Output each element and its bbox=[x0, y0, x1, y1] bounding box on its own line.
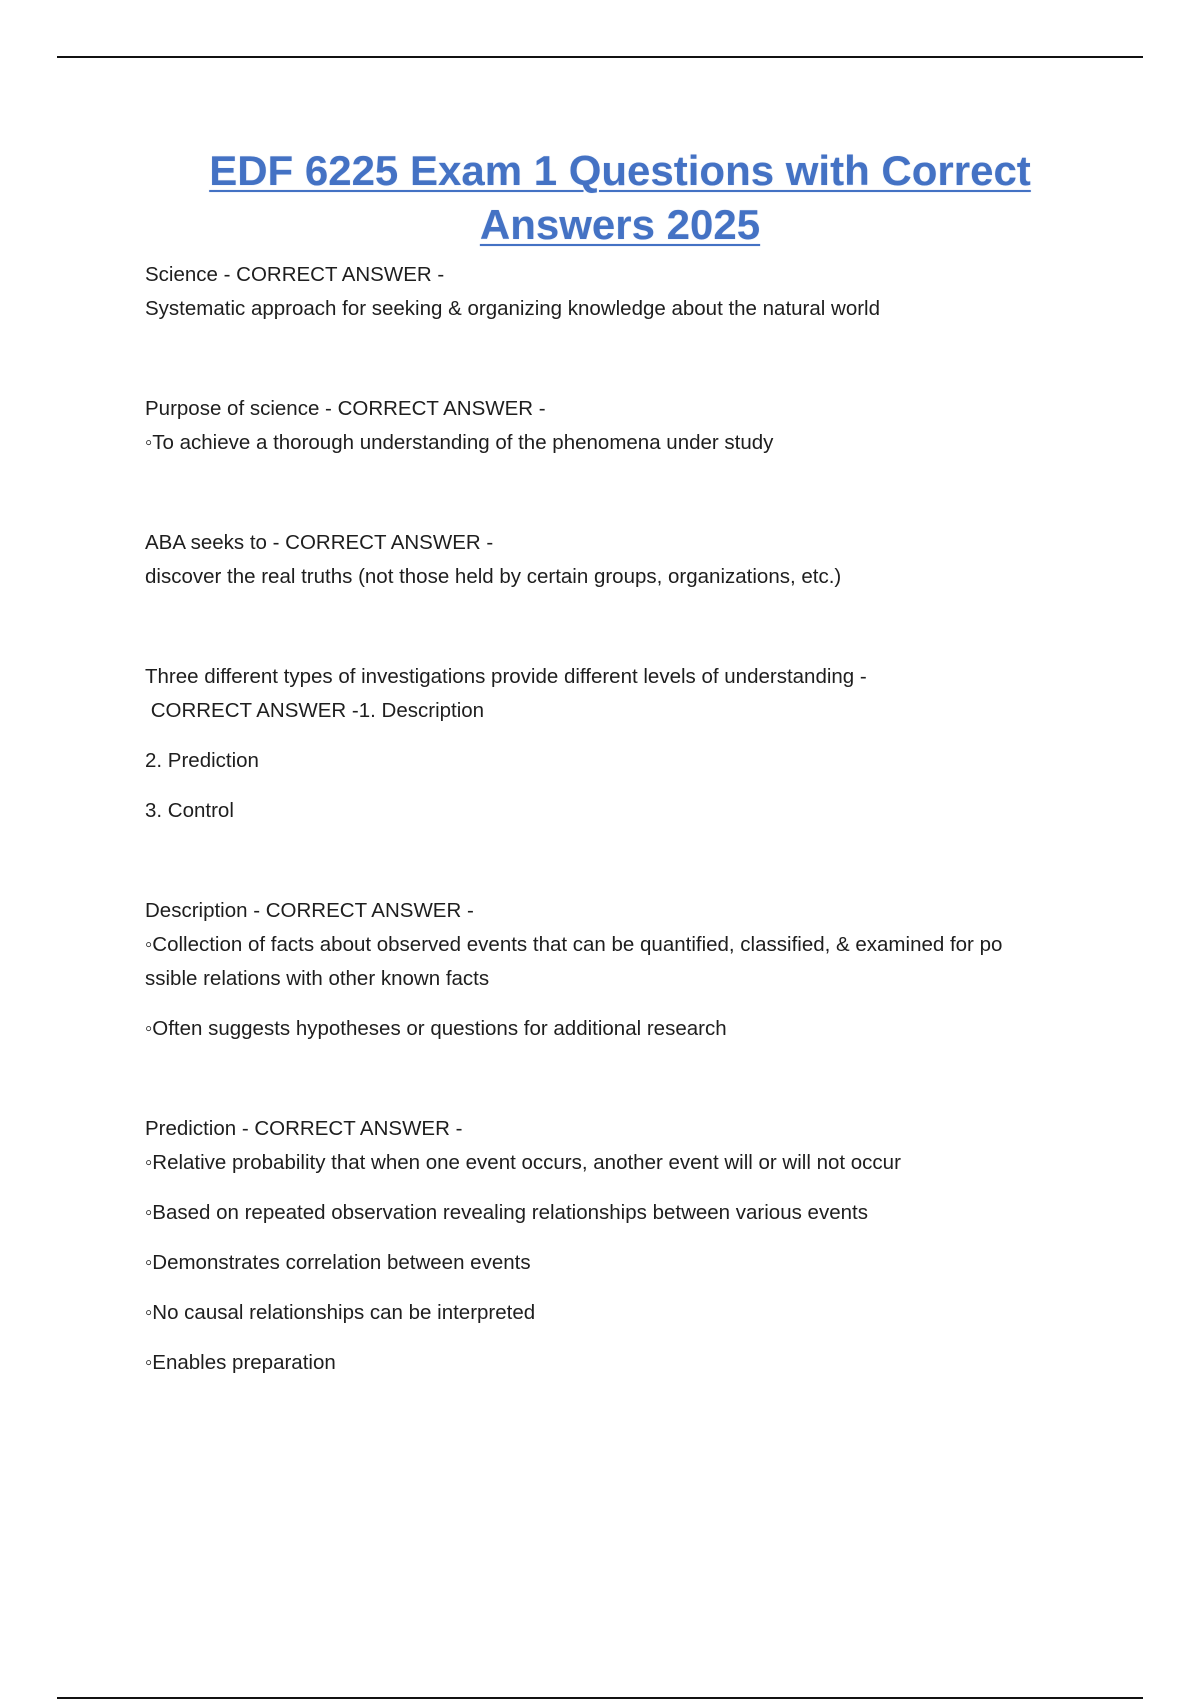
question: Three different types of investigations provide different levels of understanding - bbox=[145, 665, 867, 688]
title-line-1: EDF 6225 Exam 1 Questions with Correct bbox=[209, 147, 1031, 194]
bottom-rule bbox=[57, 1697, 1143, 1699]
question: ABA seeks to - CORRECT ANSWER - bbox=[145, 531, 494, 554]
qa-item-purpose-of-science bbox=[145, 392, 1095, 460]
qa-item-description bbox=[145, 894, 1095, 1046]
answer-line: ◦To achieve a thorough understanding of the phenomena under study bbox=[145, 431, 774, 454]
question: Science - CORRECT ANSWER - bbox=[145, 263, 445, 286]
answer-line: ◦Often suggests hypotheses or questions for additional research bbox=[145, 1017, 727, 1040]
qa-item-types-of-investigations bbox=[145, 660, 1095, 828]
document-title bbox=[140, 144, 1100, 252]
answer-line: ◦Demonstrates correlation between events bbox=[145, 1251, 531, 1274]
answer-line: Systematic approach for seeking & organizing knowledge about the natural world bbox=[145, 297, 881, 320]
answer-line: 3. Control bbox=[145, 799, 234, 822]
answer-line: 2. Prediction bbox=[145, 749, 259, 772]
qa-item-science bbox=[145, 258, 1095, 326]
answer-line: ssible relations with other known facts bbox=[145, 967, 490, 990]
answer-line: discover the real truths (not those held by certain groups, organizations, etc.) bbox=[145, 565, 842, 588]
question: Purpose of science - CORRECT ANSWER - bbox=[145, 397, 546, 420]
qa-item-aba-seeks-to bbox=[145, 526, 1095, 594]
qa-item-prediction bbox=[145, 1112, 1095, 1380]
title-line-2: Answers 2025 bbox=[479, 201, 761, 248]
answer-line: ◦Relative probability that when one event occurs, another event will or will not occur bbox=[145, 1151, 901, 1174]
qa-list bbox=[145, 258, 1095, 1380]
answer-line: ◦Collection of facts about observed events that can be quantified, classified, & examined for po bbox=[145, 933, 1003, 956]
question: Description - CORRECT ANSWER - bbox=[145, 899, 474, 922]
top-rule bbox=[57, 56, 1143, 58]
question-continuation: CORRECT ANSWER -1. Description bbox=[145, 699, 485, 722]
answer-line: ◦Based on repeated observation revealing relationships between various events bbox=[145, 1201, 868, 1224]
answer-line: ◦Enables preparation bbox=[145, 1351, 336, 1374]
answer-line: ◦No causal relationships can be interpreted bbox=[145, 1301, 536, 1324]
question: Prediction - CORRECT ANSWER - bbox=[145, 1117, 463, 1140]
